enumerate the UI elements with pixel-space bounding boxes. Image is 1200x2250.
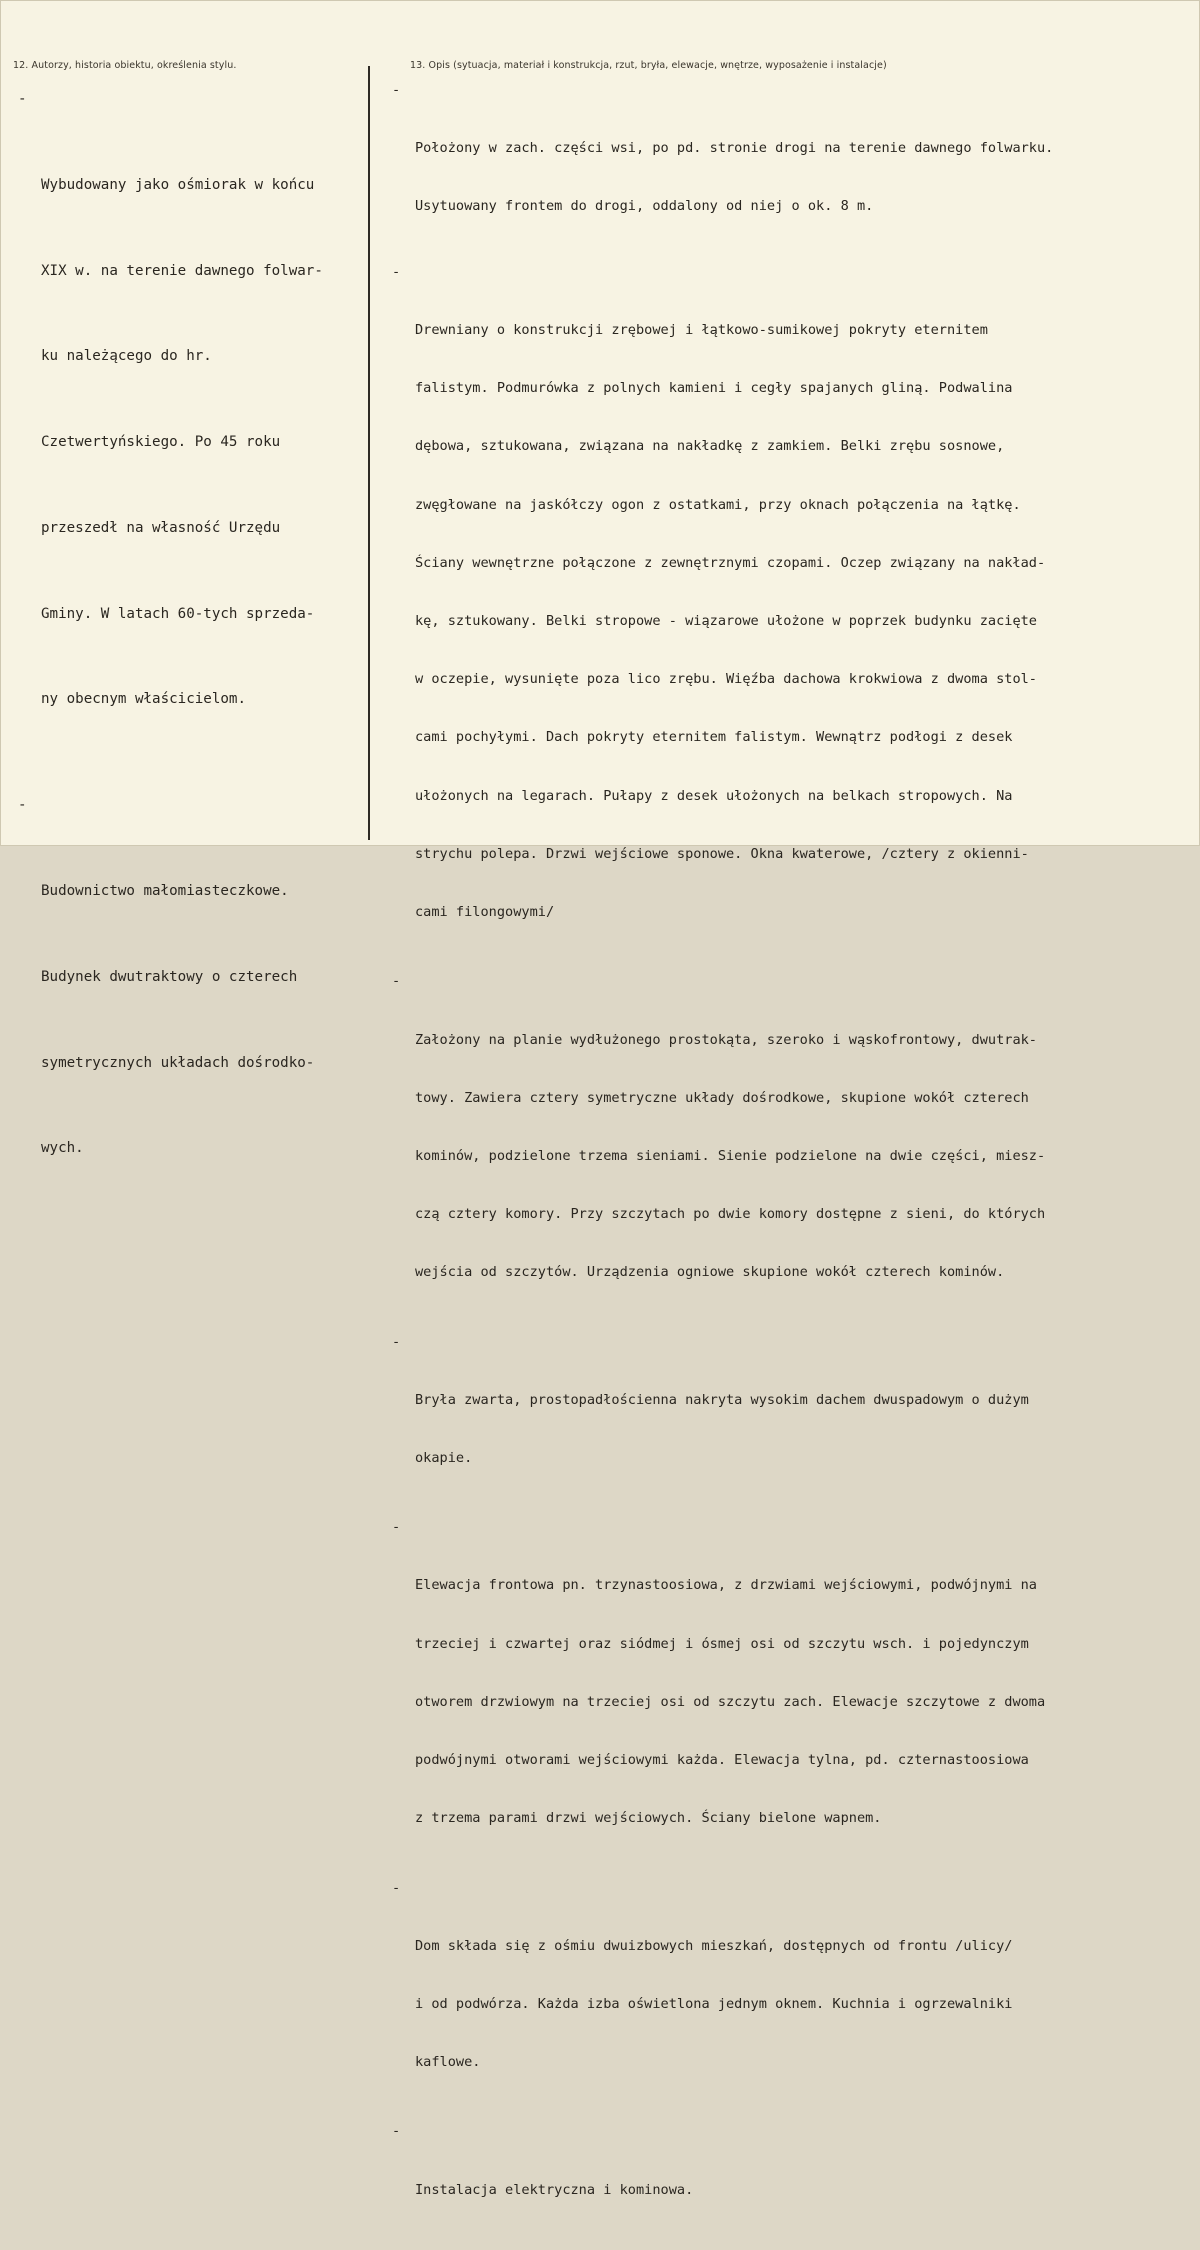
text-line: Założony na planie wydłużonego prostokąta, szeroko i wąskofrontowy, dwutrak-: [415, 1031, 1037, 1048]
text-line: czą cztery komory. Przy szczytach po dwie komory dostępne z sieni, do których: [415, 1206, 1046, 1223]
bullet-dash: -: [18, 91, 27, 107]
text-line: kominów, podzielone trzema sieniami. Sienie podzielone na dwie części, miesz-: [415, 1147, 1046, 1164]
bullet-dash: -: [392, 82, 401, 98]
bullet-dash: -: [392, 973, 401, 990]
text-line: Wybudowany jako ośmiorak w końcu: [41, 176, 315, 193]
left-column-history: [18, 85, 363, 1220]
bullet-dash: -: [392, 1519, 401, 1536]
paragraph-form: [392, 1333, 1192, 1508]
text-line: towy. Zawiera cztery symetryczne układy dośrodkowe, skupione wokół czterech: [415, 1089, 1029, 1106]
paragraph-history: [18, 85, 363, 771]
text-line: falistym. Podmurówka z polnych kamieni i cegły spajanych gliną. Podwalina: [415, 380, 1013, 397]
text-line: Czetwertyńskiego. Po 45 roku: [41, 434, 281, 451]
text-line: XIX w. na terenie dawnego folwar-: [41, 262, 323, 279]
right-column-description: [392, 81, 1192, 2250]
text-line: Położony w zach. części wsi, po pd. stronie drogi na terenie dawnego folwarku.: [415, 140, 1054, 157]
text-line: wych.: [41, 1140, 84, 1157]
text-line: przeszedł na własność Urzędu: [41, 519, 281, 536]
text-line: cami filongowymi/: [415, 904, 555, 921]
text-line: Budownictwo małomiasteczkowe.: [41, 883, 289, 900]
text-line: wejścia od szczytów. Urządzenia ogniowe skupione wokół czterech kominów.: [415, 1264, 1005, 1281]
text-line: cami pochyłymi. Dach pokryty eternitem falistym. Wewnątrz podłogi z desek: [415, 729, 1013, 746]
paragraph-location: [392, 81, 1192, 256]
text-line: dębowa, sztukowana, związana na nakładkę z zamkiem. Belki zrębu sosnowe,: [415, 438, 1005, 455]
text-line: Budynek dwutraktowy o czterech: [41, 968, 298, 985]
text-line: Elewacja frontowa pn. trzynastoosiowa, z drzwiami wejściowymi, podwójnymi na: [415, 1577, 1037, 1594]
section-12-heading: 12. Autorzy, historia obiektu, określenia stylu.: [13, 60, 237, 71]
text-line: w oczepie, wysunięte poza lico zrębu. Więźba dachowa krokwiowa z dwoma stol-: [415, 671, 1037, 688]
text-line: Gminy. W latach 60-tych sprzeda-: [41, 605, 315, 622]
bullet-dash: -: [18, 797, 27, 814]
text-line: z trzema parami drzwi wejściowych. Ściany bielone wapnem.: [415, 1810, 882, 1827]
paragraph-interior: [392, 1879, 1192, 2112]
bullet-dash: -: [392, 263, 401, 280]
paragraph-elevations: [392, 1518, 1192, 1867]
text-line: ku należącego do hr.: [41, 348, 212, 365]
text-line: kaflowe.: [415, 2054, 481, 2071]
text-line: trzeciej i czwartej oraz siódmej i ósmej osi od szczytu wsch. i pojedynczym: [415, 1635, 1029, 1652]
text-line: Dom składa się z ośmiu dwuizbowych mieszkań, dostępnych od frontu /ulicy/: [415, 1937, 1013, 1954]
text-line: otworem drzwiowym na trzeciej osi od szczytu zach. Elewacje szczytowe z dwoma: [415, 1693, 1046, 1710]
paragraph-plan: [392, 972, 1192, 1321]
text-line: symetrycznych układach dośrodko-: [41, 1054, 315, 1071]
text-line: okapie.: [415, 1450, 473, 1467]
text-line: zwęgłowane na jaskółczy ogon z ostatkami, przy oknach połączenia na łątkę.: [415, 496, 1021, 513]
text-line: ułożonych na legarach. Pułapy z desek ułożonych na belkach stropowych. Na: [415, 787, 1013, 804]
text-line: Instalacja elektryczna i kominowa.: [415, 2181, 694, 2198]
paragraph-construction: [392, 263, 1192, 962]
text-line: Usytuowany frontem do drogi, oddalony od niej o ok. 8 m.: [415, 198, 874, 215]
bullet-dash: -: [392, 1333, 401, 1350]
section-13-heading: 13. Opis (sytuacja, materiał i konstrukcja, rzut, bryła, elewacje, wnętrze, wyposażenie i instalacje): [410, 60, 887, 71]
paragraph-style: [18, 791, 363, 1220]
text-line: i od podwórza. Każda izba oświetlona jednym oknem. Kuchnia i ogrzewalniki: [415, 1996, 1013, 2012]
text-line: strychu polepa. Drzwi wejściowe sponowe. Okna kwaterowe, /cztery z okienni-: [415, 845, 1029, 862]
text-line: kę, sztukowany. Belki stropowe - wiązarowe ułożone w poprzek budynku zacięte: [415, 612, 1037, 629]
column-divider: [368, 66, 370, 840]
text-line: Bryła zwarta, prostopadłościenna nakryta wysokim dachem dwuspadowym o dużym: [415, 1391, 1029, 1408]
bullet-dash: -: [392, 2123, 401, 2140]
text-line: Drewniany o konstrukcji zrębowej i łątkowo-sumikowej pokryty eternitem: [415, 321, 988, 338]
paragraph-installations: [392, 2122, 1192, 2238]
text-line: podwójnymi otworami wejściowymi każda. Elewacja tylna, pd. czternastoosiowa: [415, 1752, 1029, 1769]
bullet-dash: -: [392, 1879, 401, 1896]
text-line: Ściany wewnętrzne połączone z zewnętrznymi czopami. Oczep związany na nakład-: [415, 554, 1046, 571]
text-line: ny obecnym właścicielom.: [41, 691, 246, 708]
